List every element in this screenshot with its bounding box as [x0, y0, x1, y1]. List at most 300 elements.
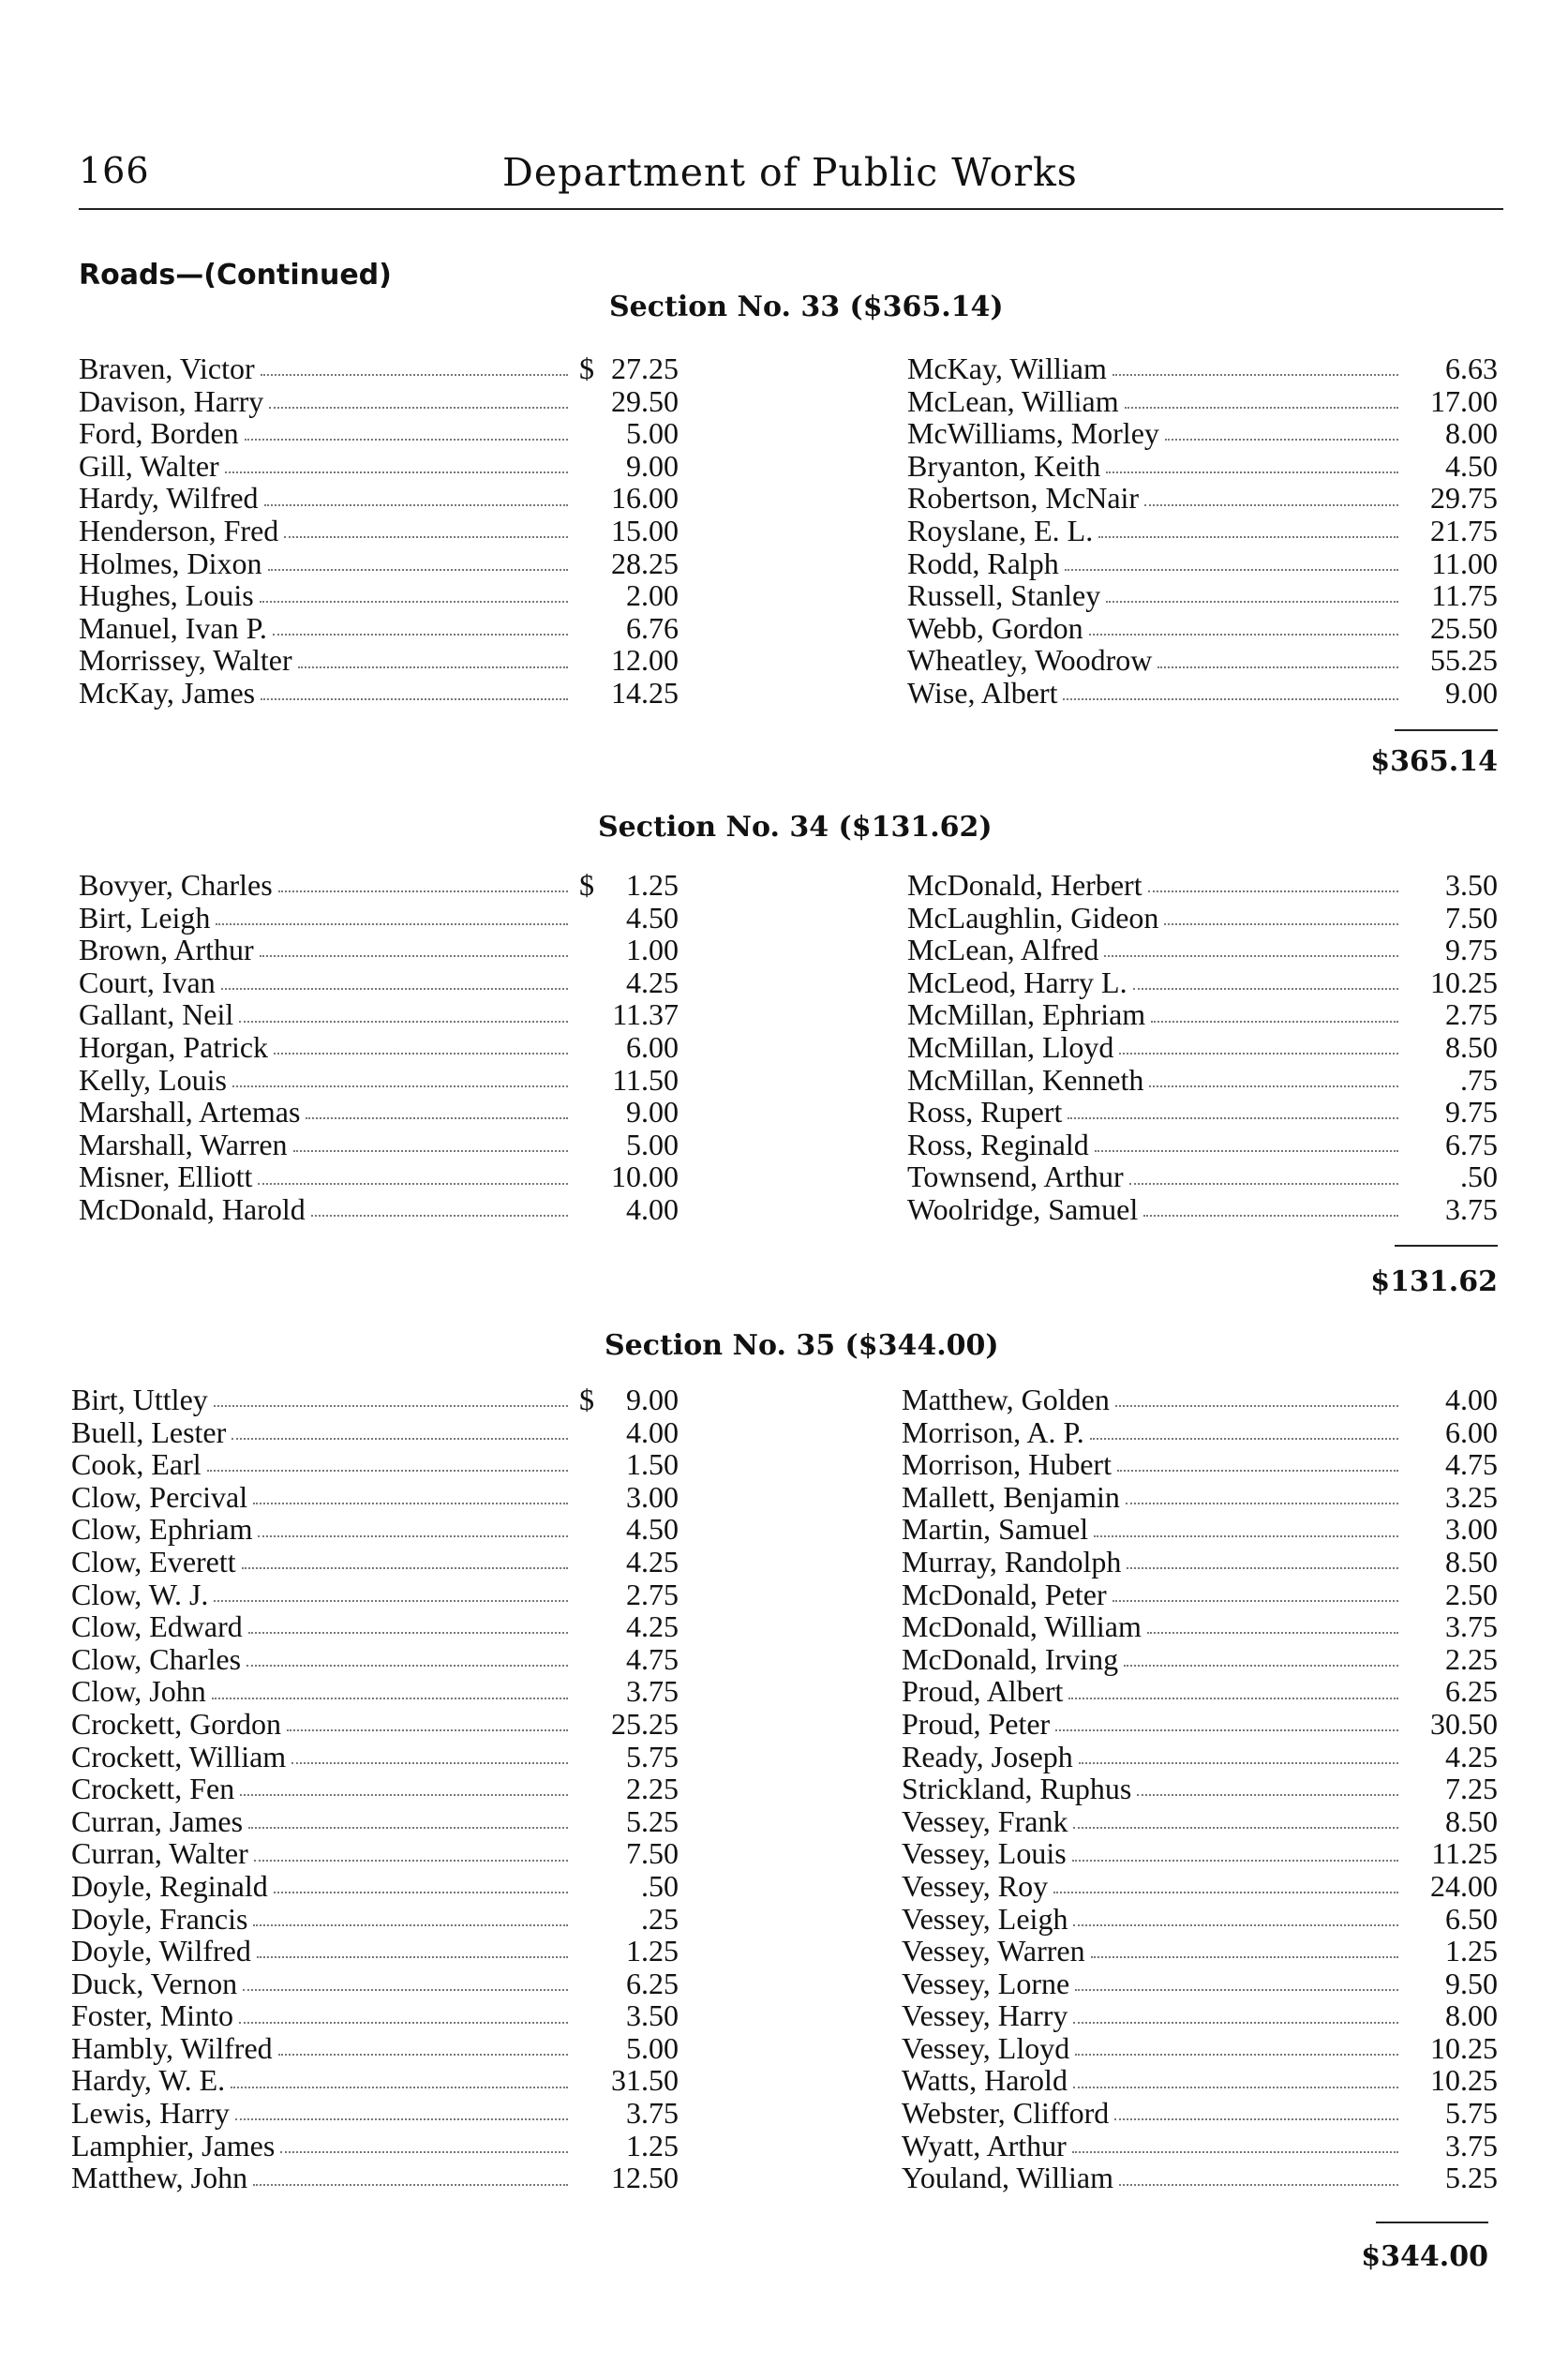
- ledger-row: [902, 2129, 1498, 2162]
- section-left-column: [79, 352, 679, 709]
- payee-name: Court, Ivan: [79, 965, 216, 999]
- payment-amount: 55.25: [1430, 643, 1498, 678]
- payee-name: Holmes, Dixon: [79, 546, 262, 580]
- payee-name: Manuel, Ivan P.: [79, 610, 267, 645]
- ledger-row: [907, 546, 1498, 579]
- payee-name: Foster, Minto: [71, 1998, 233, 2033]
- payment-amount: 4.75: [626, 1641, 679, 1676]
- payment-amount: 4.25: [626, 1544, 679, 1579]
- payment-amount: 6.25: [1445, 1674, 1498, 1709]
- payee-name: McLaughlin, Gideon: [907, 900, 1159, 935]
- ledger-row: [71, 1642, 679, 1675]
- page-number: 166: [79, 150, 150, 191]
- payee-name: Wise, Albert: [907, 675, 1058, 710]
- payee-name: Crockett, Fen: [71, 1772, 235, 1806]
- payment-amount: 5.75: [626, 1739, 679, 1773]
- payment-amount: .50: [1460, 1160, 1498, 1194]
- payee-name: Murray, Randolph: [902, 1544, 1122, 1579]
- payee-name: McDonald, Herbert: [907, 868, 1142, 902]
- dot-leader: [280, 2151, 568, 2153]
- dot-leader: [253, 1924, 568, 1926]
- payee-name: Clow, Percival: [71, 1479, 248, 1514]
- payment-amount: 6.00: [626, 1029, 679, 1064]
- ledger-row: [902, 1998, 1498, 2031]
- ledger-row: [71, 2031, 679, 2064]
- payee-name: McLeod, Harry L.: [907, 965, 1127, 999]
- payee-name: Webster, Clifford: [902, 2096, 1110, 2131]
- payment-amount: 29.50: [611, 383, 679, 418]
- dot-leader: [1073, 1924, 1398, 1926]
- dot-leader: [269, 407, 568, 409]
- payment-amount: 9.50: [1445, 1966, 1498, 2000]
- payee-name: Ford, Borden: [79, 416, 239, 451]
- payee-name: Horgan, Patrick: [79, 1029, 269, 1064]
- ledger-row: [79, 514, 679, 546]
- payee-name: Youland, William: [902, 2161, 1113, 2195]
- payee-name: Henderson, Fred: [79, 513, 279, 547]
- payment-amount: 5.75: [1445, 2096, 1498, 2131]
- ledger-row: [907, 416, 1498, 449]
- ledger-row: [907, 676, 1498, 709]
- dot-leader: [246, 1665, 568, 1667]
- dot-leader: [268, 569, 568, 571]
- payment-amount: 15.00: [611, 513, 679, 547]
- ledger-row: [71, 1512, 679, 1545]
- payment-amount: 9.75: [1445, 933, 1498, 967]
- dot-leader: [261, 374, 568, 376]
- payment-amount: 3.75: [1445, 2128, 1498, 2162]
- payee-name: Russell, Stanley: [907, 578, 1101, 613]
- dot-leader: [253, 1503, 568, 1504]
- section-heading: Section No. 34 ($131.62): [598, 811, 993, 844]
- ledger-row: [79, 1030, 679, 1063]
- dot-leader: [1144, 504, 1398, 506]
- payment-amount: 4.00: [1445, 1383, 1498, 1416]
- dot-leader: [274, 1892, 568, 1893]
- payee-name: Hughes, Louis: [79, 578, 254, 613]
- dot-leader: [287, 1729, 568, 1731]
- payee-name: Birt, Leigh: [79, 900, 211, 935]
- payee-name: McLean, William: [907, 383, 1119, 418]
- dot-leader: [278, 2054, 568, 2056]
- payee-name: McMillan, Kenneth: [907, 1062, 1144, 1097]
- payment-amount: 1.25: [626, 868, 679, 902]
- ledger-row: [902, 2031, 1498, 2064]
- payee-name: Mallett, Benjamin: [902, 1479, 1120, 1514]
- ledger-row: [902, 1967, 1498, 1999]
- dot-leader: [248, 1827, 568, 1829]
- ledger-row: [902, 1447, 1498, 1480]
- payment-amount: 4.25: [626, 1609, 679, 1644]
- ledger-row: [71, 2096, 679, 2129]
- payee-name: McKay, James: [79, 675, 256, 710]
- dot-leader: [311, 1215, 568, 1217]
- dot-leader: [221, 988, 568, 990]
- payee-name: Clow, Charles: [71, 1641, 242, 1676]
- payment-amount: 9.75: [1445, 1095, 1498, 1130]
- dot-leader: [1124, 1665, 1398, 1667]
- ledger-row: [902, 1415, 1498, 1448]
- dot-leader: [253, 2184, 568, 2186]
- payment-amount: 4.00: [626, 1191, 679, 1226]
- total-rule: [1376, 2222, 1488, 2223]
- ledger-row: [71, 1804, 679, 1837]
- payee-name: Buell, Lester: [71, 1414, 227, 1449]
- payee-name: Gill, Walter: [79, 448, 219, 483]
- section-total: $365.14: [1370, 745, 1498, 778]
- payment-amount: 10.25: [1430, 2030, 1498, 2065]
- dot-leader: [239, 2022, 568, 2024]
- ledger-row: [79, 933, 679, 965]
- dot-leader: [1090, 1438, 1398, 1440]
- section-total: $344.00: [1361, 2240, 1488, 2273]
- payee-name: Vessey, Frank: [902, 1803, 1068, 1838]
- payee-name: Townsend, Arthur: [907, 1160, 1124, 1194]
- payment-amount: 3.75: [1445, 1191, 1498, 1226]
- payment-amount: 7.25: [1445, 1772, 1498, 1806]
- dot-leader: [257, 1956, 568, 1958]
- payment-amount: 2.50: [1445, 1577, 1498, 1611]
- payee-name: Clow, Ephriam: [71, 1512, 253, 1547]
- dot-leader: [242, 1567, 568, 1569]
- payment-amount: 3.75: [1445, 1609, 1498, 1644]
- ledger-row: [902, 1772, 1498, 1804]
- dot-leader: [291, 1762, 568, 1764]
- payee-name: Duck, Vernon: [71, 1966, 238, 2000]
- payment-amount: 25.50: [1430, 610, 1498, 645]
- payment-amount: 8.00: [1445, 1998, 1498, 2033]
- ledger-row: [902, 1740, 1498, 1773]
- ledger-row: [71, 1869, 679, 1902]
- ledger-row: [71, 1545, 679, 1578]
- section-right-column: [907, 868, 1498, 1225]
- ledger-row: [71, 2161, 679, 2193]
- payment-amount: 5.25: [626, 1803, 679, 1838]
- payment-amount: 5.00: [626, 1127, 679, 1161]
- payee-name: Kelly, Louis: [79, 1062, 227, 1097]
- dot-leader: [261, 698, 568, 700]
- payment-amount: 1.50: [626, 1447, 679, 1482]
- payment-amount: 8.00: [1445, 416, 1498, 451]
- payment-amount: 3.75: [626, 2096, 679, 2131]
- payee-name: Gallant, Neil: [79, 997, 234, 1032]
- payment-amount: 1.25: [1445, 1934, 1498, 1968]
- payment-amount: 4.50: [626, 1512, 679, 1547]
- payee-name: Woolridge, Samuel: [907, 1191, 1139, 1226]
- payee-name: Hardy, Wilfred: [79, 481, 259, 516]
- section-heading: Section No. 33 ($365.14): [609, 291, 1004, 323]
- payee-name: Webb, Gordon: [907, 610, 1083, 645]
- ledger-row: [79, 901, 679, 934]
- payee-name: Vessey, Warren: [902, 1934, 1085, 1968]
- payment-amount: 12.00: [611, 643, 679, 678]
- section-left-column: [71, 1383, 679, 2193]
- ledger-row: [79, 1095, 679, 1128]
- payee-name: Robertson, McNair: [907, 481, 1140, 516]
- payee-name: Vessey, Lloyd: [902, 2030, 1070, 2065]
- dot-leader: [239, 1021, 568, 1023]
- payee-name: McWilliams, Morley: [907, 416, 1159, 451]
- ledger-row: [71, 1967, 679, 1999]
- payee-name: McDonald, William: [902, 1609, 1142, 1644]
- payee-name: Hardy, W. E.: [71, 2063, 226, 2098]
- payment-amount: 9.00: [626, 1383, 679, 1416]
- ledger-row: [71, 1934, 679, 1967]
- ledger-row: [902, 1902, 1498, 1935]
- dot-leader: [1073, 1827, 1398, 1829]
- payment-amount: 31.50: [611, 2063, 679, 2098]
- dot-leader: [240, 1794, 568, 1796]
- dot-leader: [232, 1085, 568, 1087]
- ledger-row: [902, 2063, 1498, 2096]
- ledger-row: [71, 1415, 679, 1448]
- payee-name: Curran, James: [71, 1803, 244, 1838]
- ledger-row: [907, 481, 1498, 514]
- dot-leader: [306, 1117, 568, 1119]
- dot-leader: [235, 2118, 568, 2120]
- payee-name: Clow, Everett: [71, 1544, 236, 1579]
- dot-leader: [258, 1183, 568, 1185]
- dot-leader: [248, 1632, 568, 1634]
- ledger-row: [902, 1383, 1498, 1415]
- payment-amount: 25.25: [611, 1706, 679, 1741]
- payee-name: Morrison, Hubert: [902, 1447, 1112, 1482]
- payment-amount: 2.75: [1445, 997, 1498, 1032]
- ledger-row: [71, 1480, 679, 1513]
- payment-amount: 2.25: [626, 1772, 679, 1806]
- ledger-row: [79, 676, 679, 709]
- payee-name: Vessey, Louis: [902, 1836, 1067, 1871]
- dollar-sign: $: [579, 352, 594, 385]
- payment-amount: 2.00: [626, 578, 679, 613]
- dot-leader: [225, 471, 568, 473]
- payment-amount: 11.00: [1431, 546, 1498, 580]
- dot-leader: [260, 601, 568, 603]
- dot-leader: [1104, 955, 1398, 957]
- payee-name: McLean, Alfred: [907, 933, 1099, 967]
- dot-leader: [1164, 923, 1398, 925]
- ledger-row: [907, 1160, 1498, 1192]
- ledger-row: [79, 1192, 679, 1225]
- ledger-row: [907, 514, 1498, 546]
- payee-name: Vessey, Harry: [902, 1998, 1068, 2033]
- ledger-row: [79, 449, 679, 482]
- payment-amount: 7.50: [626, 1836, 679, 1871]
- payee-name: Hambly, Wilfred: [71, 2030, 273, 2065]
- ledger-row: [71, 1609, 679, 1642]
- dot-leader: [1151, 1021, 1398, 1023]
- ledger-row: [902, 1512, 1498, 1545]
- payment-amount: 4.25: [626, 965, 679, 999]
- payment-amount: 24.00: [1430, 1868, 1498, 1903]
- payment-amount: 4.25: [1445, 1739, 1498, 1773]
- ledger-row: [907, 933, 1498, 965]
- ledger-row: [71, 1707, 679, 1740]
- payment-amount: 4.50: [1445, 448, 1498, 483]
- dot-leader: [1075, 2054, 1398, 2056]
- ledger-row: [71, 1740, 679, 1773]
- section-right-column: [907, 352, 1498, 709]
- dot-leader: [214, 1405, 568, 1407]
- payee-name: Proud, Peter: [902, 1706, 1051, 1741]
- ledger-row: [907, 1192, 1498, 1225]
- payee-name: Misner, Elliott: [79, 1160, 253, 1194]
- dot-leader: [1091, 1956, 1398, 1958]
- payee-name: Lamphier, James: [71, 2128, 276, 2162]
- ledger-row: [79, 1160, 679, 1192]
- continued-heading: Roads—(Continued): [79, 259, 392, 292]
- payee-name: McDonald, Irving: [902, 1641, 1119, 1676]
- payment-amount: 4.00: [626, 1414, 679, 1449]
- payee-name: Clow, W. J.: [71, 1577, 209, 1611]
- payee-name: McKay, William: [907, 352, 1107, 385]
- dot-leader: [1115, 1405, 1398, 1407]
- dot-leader: [1072, 2151, 1398, 2153]
- ledger-row: [902, 1707, 1498, 1740]
- dot-leader: [1117, 1470, 1398, 1472]
- payment-amount: 10.25: [1430, 965, 1498, 999]
- dot-leader: [258, 1535, 568, 1537]
- dot-leader: [207, 1470, 568, 1472]
- ledger-row: [79, 578, 679, 611]
- ledger-row: [71, 1836, 679, 1869]
- payee-name: Doyle, Reginald: [71, 1868, 268, 1903]
- dot-leader: [1127, 1567, 1398, 1569]
- payment-amount: 10.25: [1430, 2063, 1498, 2098]
- ledger-row: [907, 868, 1498, 901]
- payment-amount: 2.25: [1445, 1641, 1498, 1676]
- dot-leader: [1126, 1503, 1398, 1504]
- payee-name: Clow, John: [71, 1674, 206, 1709]
- payment-amount: 8.50: [1445, 1029, 1498, 1064]
- payee-name: Doyle, Francis: [71, 1901, 248, 1936]
- payment-amount: 9.00: [626, 1095, 679, 1130]
- dot-leader: [1113, 374, 1398, 376]
- section-total: $131.62: [1370, 1265, 1498, 1298]
- total-rule: [1395, 729, 1498, 731]
- dollar-sign: $: [579, 868, 594, 902]
- payee-name: Ross, Reginald: [907, 1127, 1089, 1161]
- dot-leader: [1119, 1053, 1398, 1055]
- payment-amount: 17.00: [1430, 383, 1498, 418]
- payment-amount: 27.25: [611, 352, 679, 385]
- payee-name: Strickland, Ruphus: [902, 1772, 1132, 1806]
- payment-amount: 7.50: [1445, 900, 1498, 935]
- dot-leader: [1075, 1989, 1398, 1991]
- dot-leader: [1114, 2118, 1398, 2120]
- ledger-row: [907, 901, 1498, 934]
- payee-name: Braven, Victor: [79, 352, 255, 385]
- dot-leader: [1055, 1729, 1398, 1731]
- payment-amount: 3.50: [1445, 868, 1498, 902]
- ledger-row: [902, 2161, 1498, 2193]
- payee-name: Vessey, Lorne: [902, 1966, 1070, 2000]
- payment-amount: 9.00: [1445, 675, 1498, 710]
- ledger-row: [79, 352, 679, 384]
- page-title: Department of Public Works: [502, 150, 1078, 195]
- dot-leader: [298, 666, 568, 668]
- dot-leader: [1063, 698, 1398, 700]
- payee-name: Matthew, John: [71, 2161, 248, 2195]
- payment-amount: 4.75: [1445, 1447, 1498, 1482]
- ledger-row: [907, 965, 1498, 998]
- dot-leader: [245, 439, 568, 441]
- ledger-row: [79, 384, 679, 417]
- ledger-row: [71, 2063, 679, 2096]
- payment-amount: 4.50: [626, 900, 679, 935]
- ledger-row: [79, 643, 679, 676]
- dot-leader: [1165, 439, 1398, 441]
- payee-name: Crockett, William: [71, 1739, 287, 1773]
- payee-name: Vessey, Roy: [902, 1868, 1049, 1903]
- ledger-row: [907, 643, 1498, 676]
- ledger-row: [79, 481, 679, 514]
- payee-name: Royslane, E. L.: [907, 513, 1094, 547]
- payment-amount: 3.00: [626, 1479, 679, 1514]
- dot-leader: [1073, 2087, 1398, 2088]
- payment-amount: 12.50: [611, 2161, 679, 2195]
- dot-leader: [243, 1989, 568, 1991]
- payment-amount: 6.63: [1445, 352, 1498, 385]
- payment-amount: 8.50: [1445, 1803, 1498, 1838]
- payment-amount: 28.25: [611, 546, 679, 580]
- ledger-row: [79, 868, 679, 901]
- payee-name: Morrison, A. P.: [902, 1414, 1084, 1449]
- payee-name: Wheatley, Woodrow: [907, 643, 1153, 678]
- payment-amount: 1.25: [626, 2128, 679, 2162]
- payment-amount: 1.00: [626, 933, 679, 967]
- payment-amount: 3.75: [626, 1674, 679, 1709]
- ledger-row: [902, 1642, 1498, 1675]
- payee-name: McMillan, Ephriam: [907, 997, 1146, 1032]
- ledger-row: [907, 1063, 1498, 1096]
- payment-amount: .75: [1460, 1062, 1498, 1097]
- payment-amount: 11.75: [1431, 578, 1498, 613]
- ledger-row: [79, 1128, 679, 1160]
- payment-amount: 6.50: [1445, 1901, 1498, 1936]
- section-left-column: [79, 868, 679, 1225]
- dot-leader: [284, 536, 568, 538]
- ledger-row: [902, 1934, 1498, 1967]
- dot-leader: [273, 634, 568, 636]
- payee-name: Curran, Walter: [71, 1836, 248, 1871]
- dot-leader: [1065, 569, 1398, 571]
- dot-leader: [1089, 634, 1398, 636]
- payee-name: Proud, Albert: [902, 1674, 1064, 1709]
- dot-leader: [1148, 890, 1398, 892]
- payment-amount: 9.00: [626, 448, 679, 483]
- payee-name: Marshall, Warren: [79, 1127, 288, 1161]
- ledger-row: [902, 1578, 1498, 1610]
- payee-name: Matthew, Golden: [902, 1383, 1110, 1416]
- dot-leader: [1119, 2184, 1398, 2186]
- payment-amount: 11.37: [612, 997, 679, 1032]
- dot-leader: [1079, 1762, 1398, 1764]
- payee-name: Bryanton, Keith: [907, 448, 1101, 483]
- ledger-row: [71, 1447, 679, 1480]
- ledger-row: [71, 1772, 679, 1804]
- payment-amount: 11.25: [1431, 1836, 1498, 1871]
- ledger-row: [902, 1480, 1498, 1513]
- ledger-row: [907, 1128, 1498, 1160]
- dot-leader: [293, 1150, 568, 1152]
- dot-leader: [1125, 407, 1398, 409]
- dot-leader: [1095, 1150, 1398, 1152]
- payee-name: Lewis, Harry: [71, 2096, 230, 2131]
- dot-leader: [1157, 666, 1398, 668]
- ledger-row: [907, 578, 1498, 611]
- payment-amount: .25: [641, 1901, 679, 1936]
